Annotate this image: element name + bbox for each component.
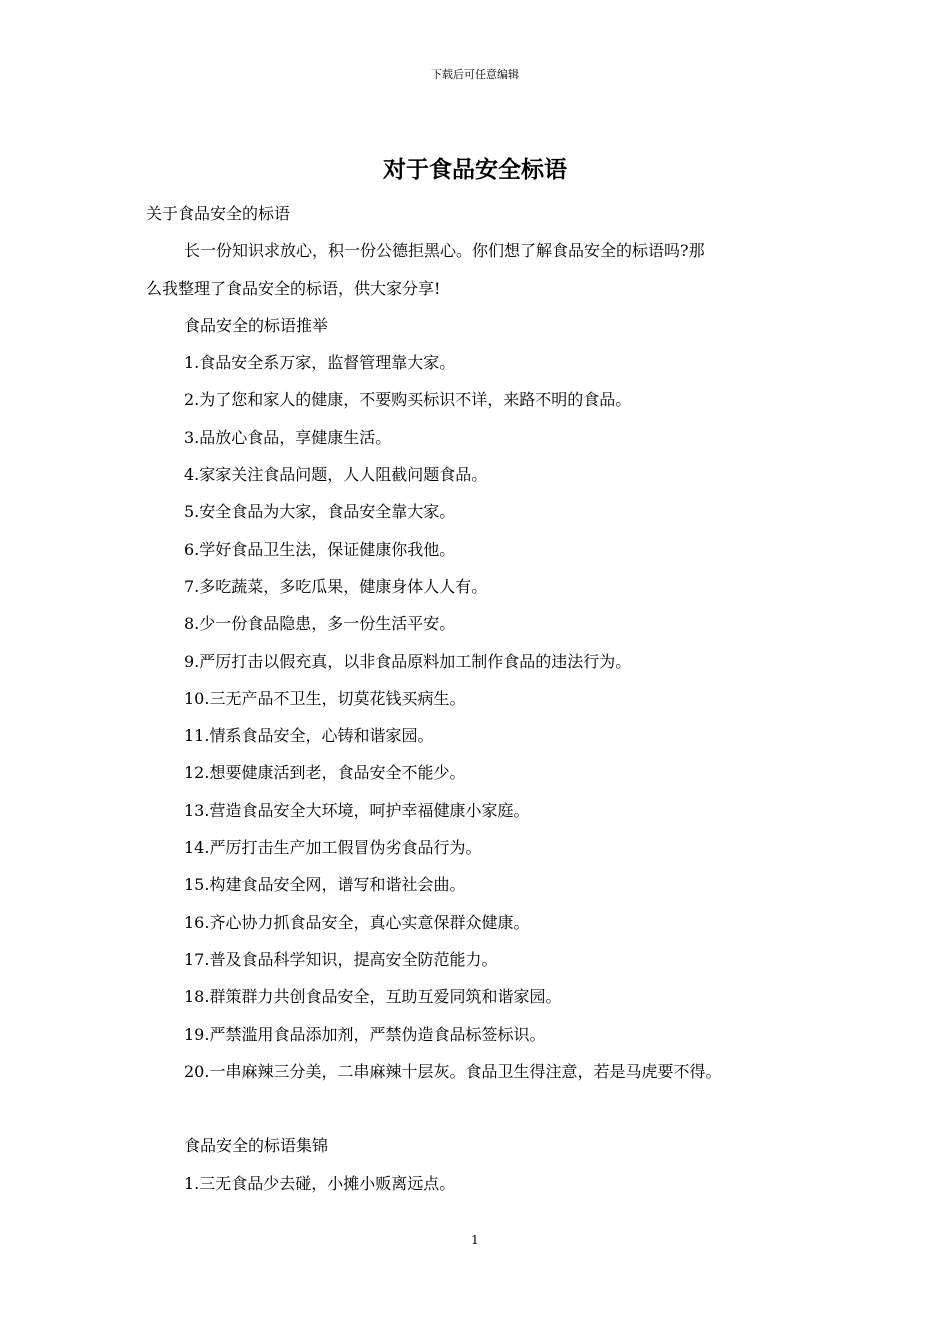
slogan-item: 12.想要健康活到老，食品安全不能少。 xyxy=(184,763,466,783)
slogan-item: 13.营造食品安全大环境，呵护幸福健康小家庭。 xyxy=(184,800,530,820)
slogan-item: 1.三无食品少去碰，小摊小贩离远点。 xyxy=(184,1173,456,1193)
intro-line-2: 么我整理了食品安全的标语，供大家分享! xyxy=(146,278,441,298)
slogan-item: 7.多吃蔬菜，多吃瓜果，健康身体人人有。 xyxy=(184,576,488,596)
slogan-item: 9.严厉打击以假充真，以非食品原料加工制作食品的违法行为。 xyxy=(184,651,632,671)
header-note: 下载后可任意编辑 xyxy=(431,68,519,81)
slogan-item: 20.一串麻辣三分美，二串麻辣十层灰。食品卫生得注意，若是马虎要不得。 xyxy=(184,1061,722,1081)
slogan-item: 17.普及食品科学知识，提高安全防范能力。 xyxy=(184,949,498,969)
slogan-item: 8.少一份食品隐患，多一份生活平安。 xyxy=(184,614,456,634)
slogan-item: 1.食品安全系万家，监督管理靠大家。 xyxy=(184,353,456,373)
slogan-item: 4.家家关注食品问题，人人阻截问题食品。 xyxy=(184,465,488,485)
slogan-item: 5.安全食品为大家，食品安全靠大家。 xyxy=(184,502,456,522)
document-subtitle: 关于食品安全的标语 xyxy=(146,204,291,223)
intro-line-1: 长一份知识求放心，积一份公德拒黑心。你们想了解食品安全的标语吗?那 xyxy=(184,241,705,261)
slogan-item: 18.群策群力共创食品安全，互助互爱同筑和谐家园。 xyxy=(184,987,562,1007)
slogan-item: 16.齐心协力抓食品安全，真心实意保群众健康。 xyxy=(184,912,530,932)
slogan-item: 11.情系食品安全，心铸和谐家园。 xyxy=(184,726,434,746)
page-number: 1 xyxy=(471,1233,479,1247)
slogan-item: 2.为了您和家人的健康，不要购买标识不详，来路不明的食品。 xyxy=(184,390,632,410)
slogan-item: 15.构建食品安全网，谱写和谐社会曲。 xyxy=(184,875,466,895)
document-body xyxy=(146,195,826,1202)
paragraph-gap xyxy=(146,1090,826,1127)
slogan-item: 14.严厉打击生产加工假冒伪劣食品行为。 xyxy=(184,838,482,858)
document-title: 对于食品安全标语 xyxy=(383,157,567,183)
slogan-item: 10.三无产品不卫生，切莫花钱买病生。 xyxy=(184,688,466,708)
section-heading-collection: 食品安全的标语集锦 xyxy=(184,1136,329,1156)
slogan-item: 19.严禁滥用食品添加剂，严禁伪造食品标签标识。 xyxy=(184,1024,546,1044)
section-heading-recommended: 食品安全的标语推举 xyxy=(184,315,329,335)
slogan-item: 3.品放心食品，享健康生活。 xyxy=(184,427,392,447)
slogan-item: 6.学好食品卫生法，保证健康你我他。 xyxy=(184,539,456,559)
